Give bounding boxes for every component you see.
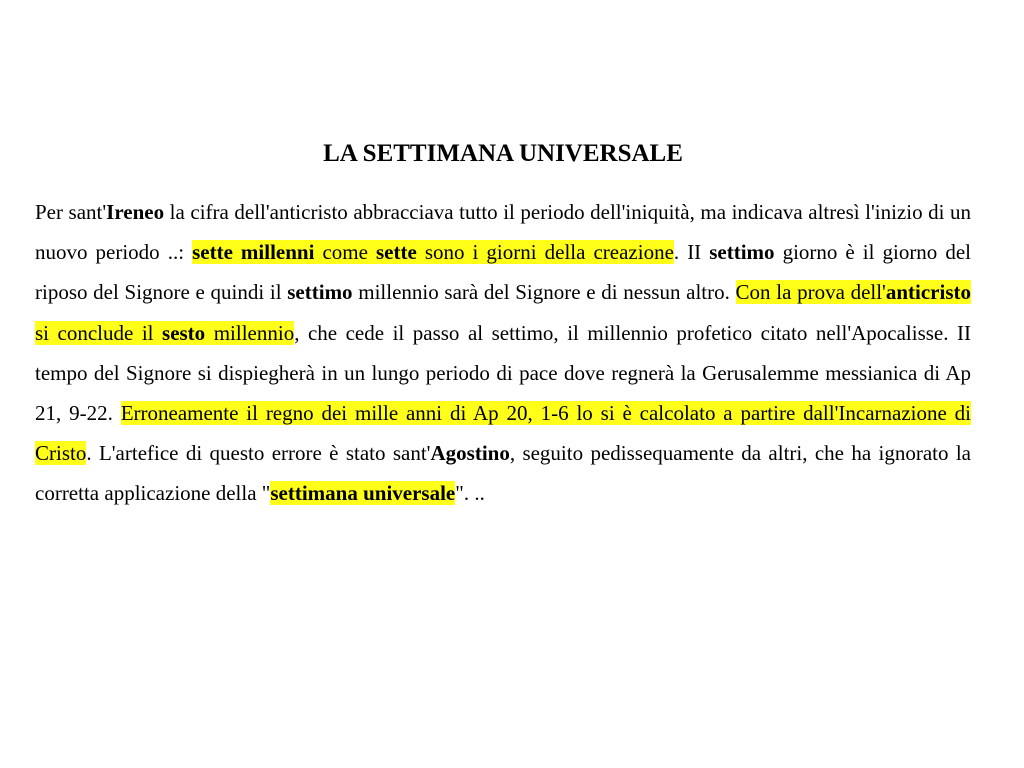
body-paragraph [35, 192, 971, 514]
document-title: LA SETTIMANA UNIVERSALE [323, 140, 683, 167]
text-run: la cifra dell'anticristo abbracciava tutto il periodo dell'iniquità, ma indicava altresì l'inizio di un nuovo periodo ..: [35, 200, 972, 265]
text-run: millennio sarà del Signore e di nessun altro. [352, 280, 736, 305]
text-run: sono i giorni della creazione [416, 240, 674, 265]
text-run: . II [673, 240, 710, 265]
text-run: settimana universale [270, 481, 456, 506]
text-run: Agostino [430, 441, 510, 466]
text-run: , che cede il passo al settimo, il millennio profetico citato nell'Apocalisse. II tempo del Signore si dispiegherà in un lungo periodo di pace dove regnerà la Gerusalemme messianica di Ap 21, 9-22. [35, 320, 972, 426]
text-run: anticristo [885, 280, 971, 305]
text-run: ". .. [455, 481, 485, 506]
text-run: sette millenni [192, 240, 315, 265]
text-run: Ireneo [106, 200, 165, 224]
text-run: giorno è il giorno del riposo del Signore e quindi il [35, 240, 972, 305]
text-run: . L'artefice di questo errore è stato sant' [86, 441, 431, 466]
text-run: si conclude il [35, 320, 163, 345]
text-run: Erroneamente il regno dei mille anni di Ap 20, 1-6 lo si è calcolato a partire dall'Incarnazione di Cristo [35, 401, 971, 466]
text-run: come [314, 240, 376, 265]
document-page [35, 138, 971, 514]
text-run: , seguito pedissequamente da altri, che ha ignorato la corretta applicazione della " [35, 441, 971, 506]
text-run: Per sant' [35, 200, 107, 224]
text-run: sesto [162, 320, 206, 345]
text-run: Con la prova dell' [735, 280, 886, 305]
text-run: sette [376, 240, 417, 265]
text-run: settimo [287, 280, 353, 305]
text-run: settimo [709, 240, 775, 265]
text-run: millennio [205, 320, 295, 345]
